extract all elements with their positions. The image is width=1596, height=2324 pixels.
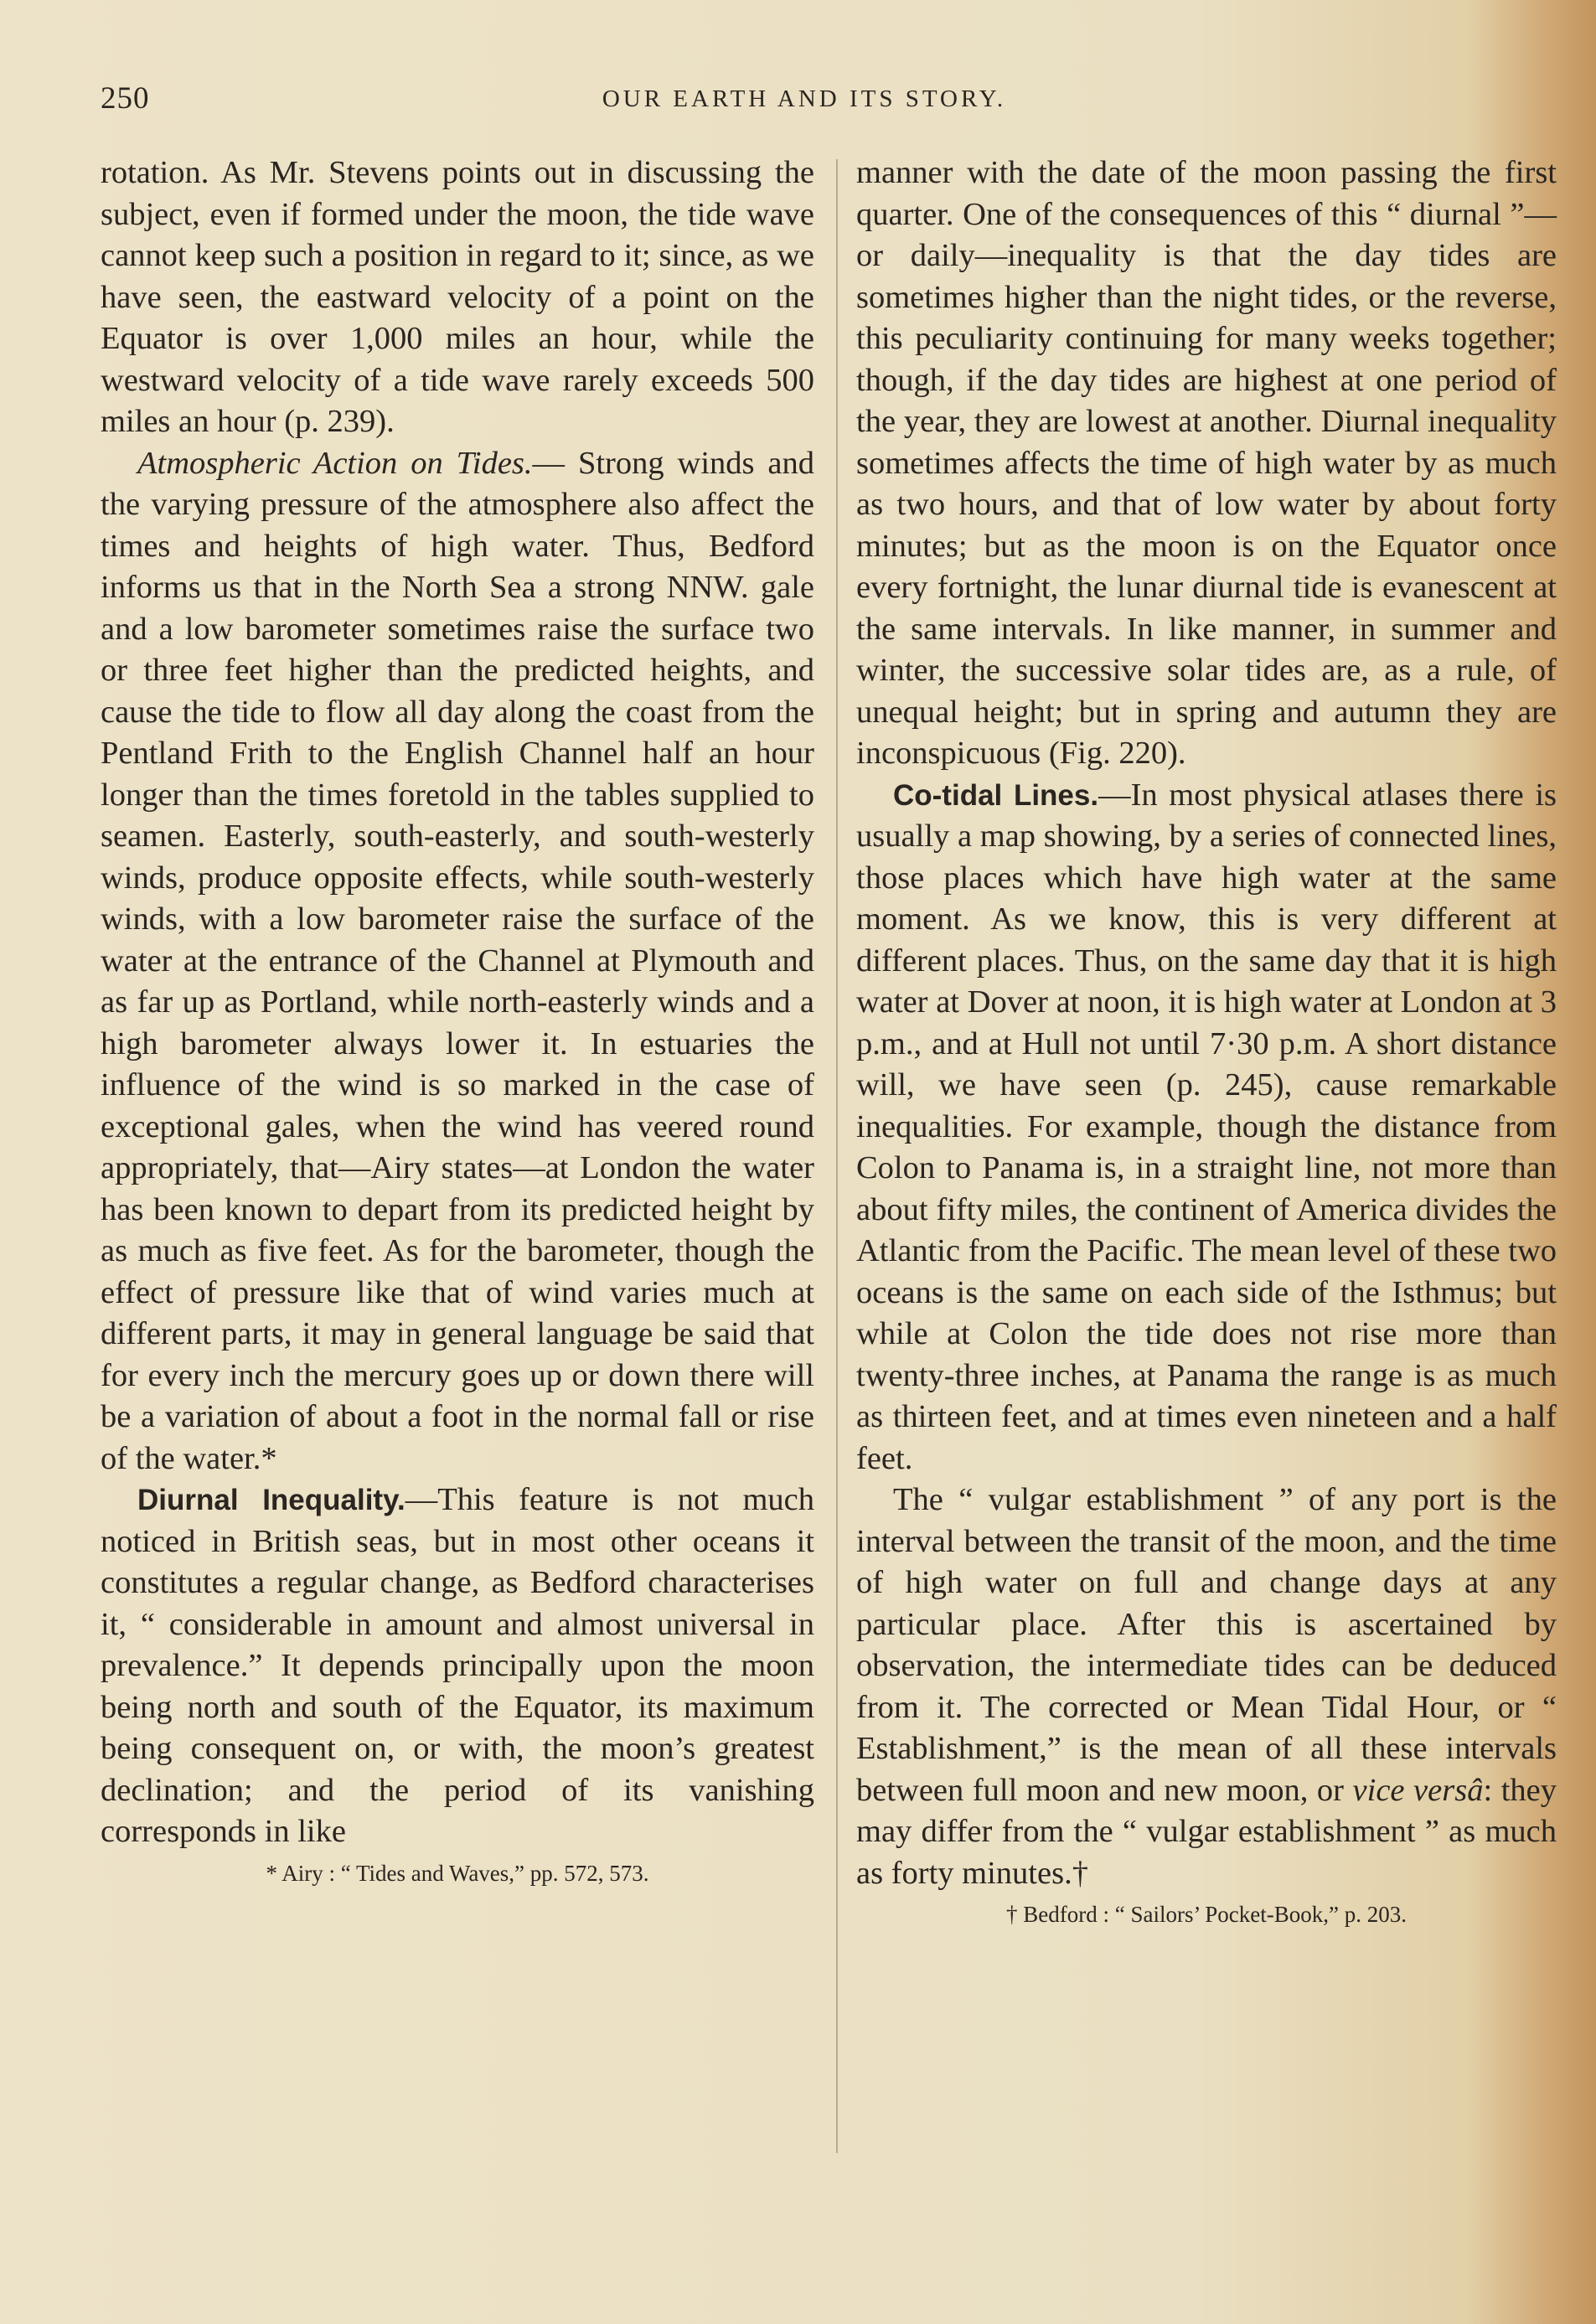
- side-heading-co-tidal-lines: Co-tidal Lines.: [893, 778, 1099, 812]
- paragraph-body: —In most physical atlases there is usually a map showing, by a series of connected lines, those places which have high water at the same moment. As we know, this is very different at different places. Thus, on the same day that it is high water at Dover at noon, it is high water at London at 3 p.m., and at Hull not until 7·30 p.m. A short distance will, we have seen (p. 245), cause remarkable inequalities. For example, though the distance from Colon to Panama is, in a straight line, not more than about fifty miles, the continent of America divides the Atlantic from the Pacific. The mean level of these two oceans is the same on each side of the Isthmus; but while at Colon the tide does not rise more than twenty-three inches, at Panama the range is as much as thirteen feet, and at times even nineteen and a half feet.: [856, 777, 1557, 1476]
- paragraph-diurnal-continued: manner with the date of the moon passing the first quarter. One of the consequences of this “ diurnal ”—or daily—inequality is that the day tides are sometimes higher than the night tides, or the reverse, this peculiarity continuing for many weeks together; though, if the day tides are highest at one period of the year, they are lowest at another. Diurnal inequality sometimes affects the time of high water by as much as two hours, and that of low water by about forty minutes; but as the moon is on the Equator once every fortnight, the lunar diurnal tide is evanescent at the same intervals. In like manner, in summer and winter, the successive solar tides are, as a rule, of unequal height; but in spring and autumn they are inconspicuous (Fig. 220).: [856, 155, 1557, 771]
- right-column: [856, 152, 1557, 1929]
- paragraph-co-tidal-lines: [856, 775, 1557, 1480]
- left-column: [101, 152, 814, 1888]
- paragraph-diurnal-inequality: [101, 1480, 814, 1853]
- book-title: OUR EARTH AND ITS STORY.: [602, 85, 1007, 112]
- paragraph-atmospheric-action: [101, 443, 814, 1480]
- paragraph-vulgar-establishment: [856, 1480, 1557, 1894]
- side-heading-diurnal-inequality: Diurnal Inequality.: [137, 1484, 405, 1516]
- footnote-bedford: † Bedford : “ Sailors’ Pocket-Book,” p. 203.: [1006, 1902, 1407, 1927]
- paragraph-body: —This feature is not much noticed in British seas, but in most other oceans it constitutes a regular change, as Bedford characterises it, “ considerable in amount and almost universal in prevalence.” It depends principally upon the moon being north and south of the Equator, its maximum being consequent on, or with, the moon’s greatest declination; and the period of its vanishing corresponds in like: [101, 1482, 814, 1849]
- page-number: 250: [101, 81, 150, 116]
- italic-phrase: vice versâ: [1352, 1772, 1484, 1808]
- paragraph-body: — Strong winds and the varying pressure of the atmosphere also affect the times and heights of high water. Thus, Bedford informs us that in the North Sea a strong NNW. gale and a low barometer sometimes raise the surface two or three feet higher than the predicted heights, and cause the tide to flow all day along the coast from the Pentland Frith to the English Channel half an hour longer than the times foretold in the tables supplied to seamen. Easterly, south-easterly, and south-westerly winds, produce opposite effects, while south-westerly winds, with a low barometer raise the surface of the water at the entrance of the Channel at Plymouth and as far up as Portland, while north-easterly winds and a high barometer always lower it. In estuaries the influence of the wind is so marked in the case of exceptional gales, when the wind has veered round appropriately, that—Airy states—at London the water has been known to depart from its predicted height by as much as five feet. As for the barometer, though the effect of pressure like that of wind varies much at different parts, it may in general language be said that for every inch the mercury goes up or down there will be a variation of about a foot in the normal fall or rise of the water.*: [101, 445, 815, 1476]
- paragraph-rotation: rotation. As Mr. Stevens points out in discussing the subject, even if formed under the moon, the tide wave cannot keep such a position in regard to it; since, as we have seen, the eastward velocity of a point on the Equator is over 1,000 miles an hour, while the westward velocity of a tide wave rarely exceeds 500 miles an hour (p. 239).: [101, 155, 814, 439]
- paragraph-text: : they may differ from the “ vulgar establishment ” as much as forty minutes.†: [856, 1772, 1557, 1891]
- footnote-airy: * Airy : “ Tides and Waves,” pp. 572, 573.: [266, 1860, 649, 1886]
- column-divider: [836, 159, 838, 2153]
- paragraph-text: The “ vulgar establishment ” of any port is the interval between the transit of the moon, and the time of high water on full and change days at any particular place. After this is ascertained by observation, the intermediate tides can be deduced from it. The corrected or Mean Tidal Hour, or “ Establishment,” is the mean of all these intervals between full moon and new moon, or: [856, 1482, 1557, 1808]
- running-head: [101, 80, 1508, 122]
- side-heading-atmospheric-action: Atmospheric Action on Tides.: [137, 445, 533, 481]
